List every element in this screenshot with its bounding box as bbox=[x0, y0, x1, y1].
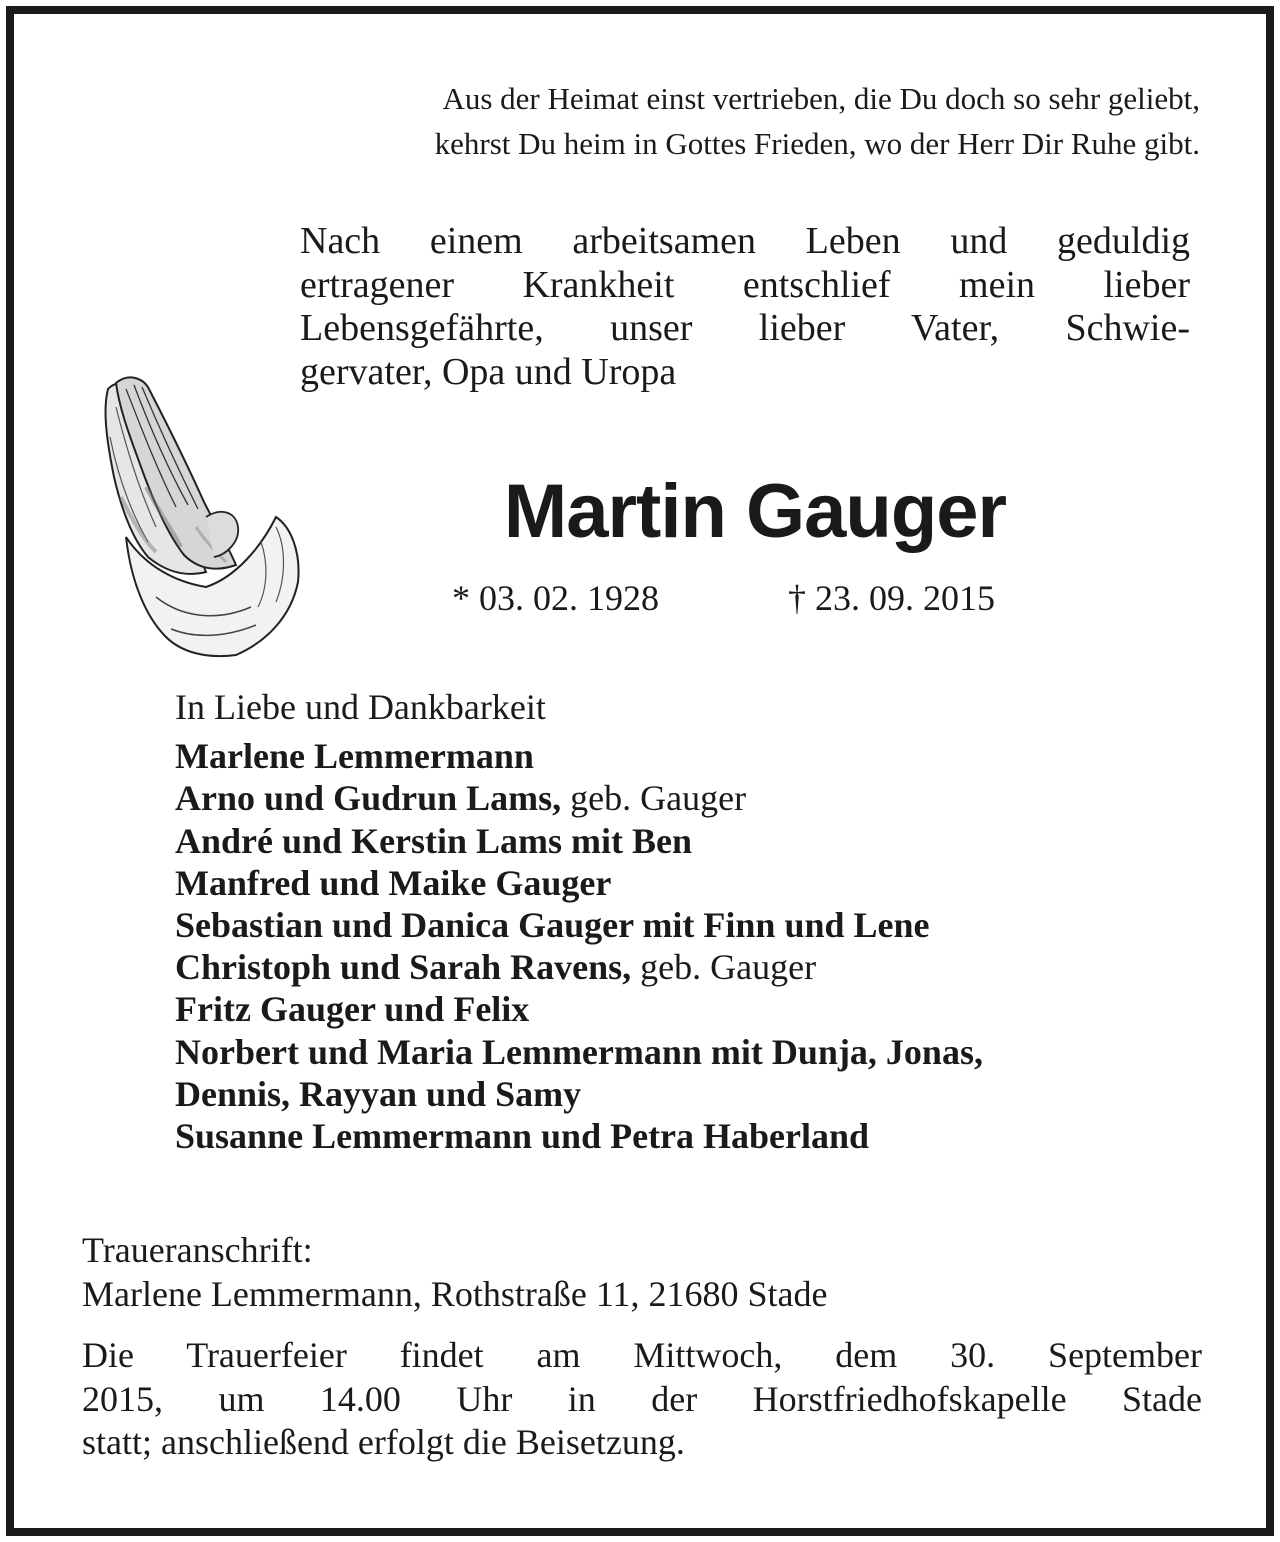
mourner-row bbox=[175, 777, 983, 819]
mourners-lead: In Liebe und Dankbarkeit bbox=[175, 687, 546, 727]
intro-line: gervater, Opa und Uropa bbox=[300, 350, 677, 393]
address-value: Marlene Lemmermann, Rothstraße 11, 21680 Stade bbox=[82, 1274, 828, 1314]
mourner-row bbox=[175, 1073, 983, 1115]
mourner-name: Norbert und Maria Lemmermann mit Dunja, Jonas, bbox=[175, 1031, 983, 1072]
birth-date: * 03. 02. 1928 bbox=[452, 578, 659, 618]
intro-text bbox=[300, 220, 1190, 394]
mourner-row bbox=[175, 862, 983, 904]
mourner-note: geb. Gauger bbox=[561, 778, 747, 819]
deceased-name: Martin Gauger bbox=[503, 469, 1007, 554]
intro-line: Nach einem arbeitsamen Leben und geduldig bbox=[300, 220, 1190, 262]
death-date: † 23. 09. 2015 bbox=[788, 578, 995, 618]
verse bbox=[80, 76, 1200, 166]
verse-line: kehrst Du heim in Gottes Frieden, wo der Herr Dir Ruhe gibt. bbox=[434, 126, 1200, 161]
verse-line: Aus der Heimat einst vertrieben, die Du doch so sehr geliebt, bbox=[442, 81, 1200, 116]
mourner-row bbox=[175, 1115, 983, 1157]
address-label: Traueranschrift: bbox=[82, 1230, 313, 1270]
mourner-row bbox=[175, 820, 983, 862]
mourner-name: Susanne Lemmermann und Petra Haberland bbox=[175, 1116, 870, 1157]
mourner-name: Arno und Gudrun Lams, bbox=[175, 778, 562, 819]
mourner-row bbox=[175, 988, 983, 1030]
intro-line: Lebensgefährte, unser lieber Vater, Schwie- bbox=[300, 307, 1190, 349]
mourner-name: Fritz Gauger und Felix bbox=[175, 989, 530, 1030]
ceremony-line: statt; anschließend erfolgt die Beisetzung. bbox=[82, 1422, 685, 1462]
mourners-list bbox=[175, 686, 983, 1157]
mourner-row bbox=[175, 904, 983, 946]
mourner-name: Manfred und Maike Gauger bbox=[175, 862, 612, 903]
mourner-row bbox=[175, 1031, 983, 1073]
ceremony-line: 2015, um 14.00 Uhr in der Horstfriedhofskapelle Stade bbox=[82, 1378, 1202, 1419]
mourner-name: André und Kerstin Lams mit Ben bbox=[175, 820, 693, 861]
mourner-row bbox=[175, 735, 983, 777]
praying-hands-icon bbox=[86, 367, 308, 659]
mourning-address bbox=[82, 1228, 827, 1316]
mourner-name: Sebastian und Danica Gauger mit Finn und Lene bbox=[175, 905, 930, 946]
mourner-name: Marlene Lemmermann bbox=[175, 736, 534, 777]
ceremony-line: Die Trauerfeier findet am Mittwoch, dem 30. September bbox=[82, 1335, 1202, 1375]
ceremony-info bbox=[82, 1334, 1202, 1465]
mourner-note: geb. Gauger bbox=[631, 947, 817, 988]
intro-line: ertragener Krankheit entschlief mein lieber bbox=[300, 263, 1190, 306]
mourner-name: Dennis, Rayyan und Samy bbox=[175, 1073, 582, 1114]
mourner-row bbox=[175, 946, 983, 988]
mourner-name: Christoph und Sarah Ravens, bbox=[175, 947, 632, 988]
